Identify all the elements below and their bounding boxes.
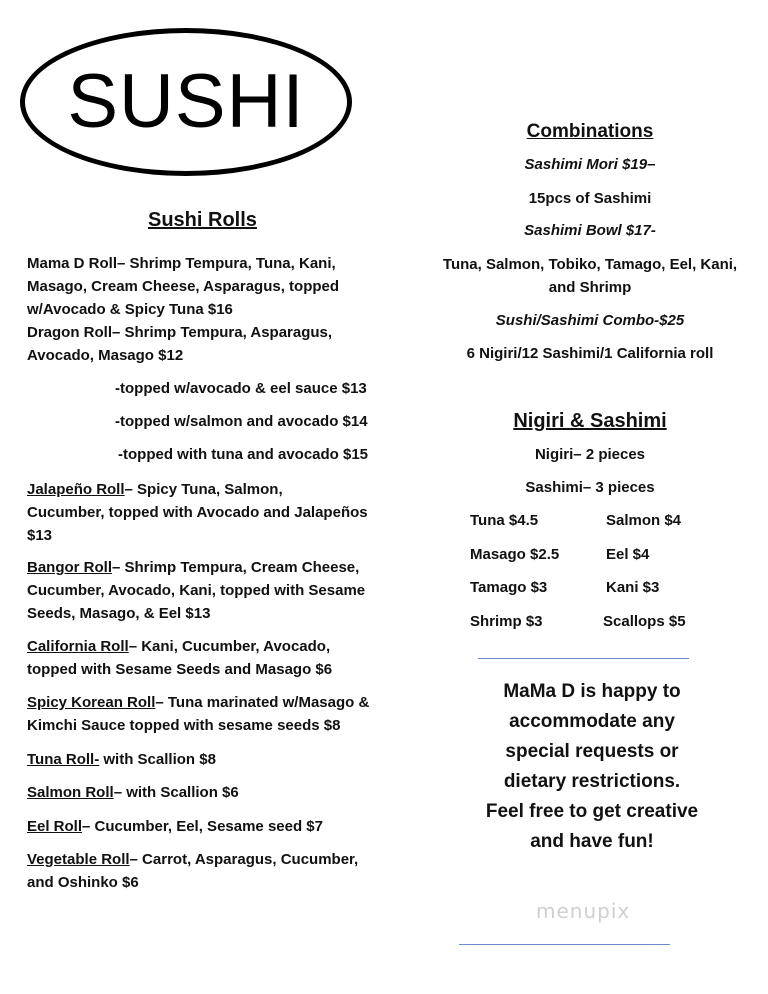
- combinations-heading: Combinations: [526, 121, 654, 142]
- nigiri-pieces: Nigiri– 2 pieces: [534, 446, 646, 463]
- nigiri-item-salmon: Salmon $4: [606, 512, 682, 529]
- dragon-option-1: -topped w/avocado & eel sauce $13: [115, 380, 367, 397]
- tuna-roll-name: Tuna Roll-: [27, 751, 100, 768]
- mama-d-roll-desc-1: – Shrimp Tempura, Tuna, Kani,: [117, 255, 336, 272]
- message-line-5: Feel free to get creative: [485, 801, 699, 822]
- message-line-6: and have fun!: [530, 831, 654, 852]
- message-line-1: MaMa D is happy to: [503, 681, 681, 702]
- spicy-korean-roll-name: Spicy Korean Roll: [27, 694, 156, 711]
- combo-sashimi-bowl-desc-1: Tuna, Salmon, Tobiko, Tamago, Eel, Kani,: [442, 256, 738, 273]
- california-roll-desc-1: – Kani, Cucumber, Avocado,: [128, 638, 331, 655]
- nigiri-item-eel: Eel $4: [606, 546, 650, 563]
- jalapeno-roll-desc-1: – Spicy Tuna, Salmon,: [124, 481, 283, 498]
- nigiri-item-shrimp: Shrimp $3: [470, 613, 543, 630]
- jalapeno-roll: [27, 478, 397, 547]
- mama-d-roll: [27, 252, 387, 367]
- salmon-roll-desc: – with Scallion $6: [113, 784, 239, 801]
- dragon-option-2: -topped w/salmon and avocado $14: [115, 413, 368, 430]
- vegetable-roll: [27, 848, 397, 894]
- accommodation-message: [440, 677, 744, 857]
- dragon-roll-name: Dragon Roll: [27, 324, 112, 341]
- spicy-korean-roll-desc-1: – Tuna marinated w/Masago &: [155, 694, 370, 711]
- sushi-rolls-heading: Sushi Rolls: [148, 209, 257, 231]
- jalapeno-roll-name: Jalapeño Roll: [27, 481, 125, 498]
- bangor-roll-desc-2: Cucumber, Avocado, Kani, topped with Sesame: [27, 582, 366, 599]
- california-roll-desc-2: topped with Sesame Seeds and Masago $6: [27, 661, 333, 678]
- nigiri-item-kani: Kani $3: [606, 579, 660, 596]
- nigiri-item-tamago: Tamago $3: [470, 579, 548, 596]
- message-line-2: accommodate any: [509, 711, 675, 732]
- sushi-logo-text: SUSHI: [67, 59, 305, 144]
- salmon-roll-name: Salmon Roll: [27, 784, 114, 801]
- mama-d-roll-desc-3: w/Avocado & Spicy Tuna $16: [27, 301, 233, 318]
- dragon-roll-desc-1: – Shrimp Tempura, Asparagus,: [112, 324, 333, 341]
- combo-sashimi-bowl-desc-2: and Shrimp: [548, 279, 632, 296]
- message-line-3: special requests or: [505, 741, 679, 762]
- menupix-watermark: menupix: [536, 899, 631, 923]
- nigiri-item-scallops: Scallops $5: [603, 613, 686, 630]
- vegetable-roll-desc-1: – Carrot, Asparagus, Cucumber,: [129, 851, 359, 868]
- salmon-roll: [27, 781, 239, 804]
- nigiri-item-masago: Masago $2.5: [470, 546, 560, 563]
- combo-sushi-sashimi-desc: 6 Nigiri/12 Sashimi/1 California roll: [466, 345, 714, 362]
- nigiri-item-tuna: Tuna $4.5: [470, 512, 539, 529]
- california-roll-name: California Roll: [27, 638, 129, 655]
- bangor-roll-desc-3: Seeds, Masago, & Eel $13: [27, 605, 211, 622]
- mama-d-roll-desc-2: Masago, Cream Cheese, Asparagus, topped: [27, 278, 340, 295]
- bangor-roll: [27, 556, 397, 625]
- california-roll: [27, 635, 397, 681]
- jalapeno-roll-desc-3: $13: [27, 527, 53, 544]
- combo-sushi-sashimi: Sushi/Sashimi Combo-$25: [495, 312, 685, 329]
- mama-d-roll-name: Mama D Roll: [27, 255, 118, 272]
- nigiri-sashimi-heading: Nigiri & Sashimi: [513, 410, 667, 432]
- dragon-option-3: -topped with tuna and avocado $15: [118, 446, 369, 463]
- dragon-roll-desc-2: Avocado, Masago $12: [27, 347, 184, 364]
- vegetable-roll-name: Vegetable Roll: [27, 851, 130, 868]
- jalapeno-roll-desc-2: Cucumber, topped with Avocado and Jalapeños: [27, 504, 368, 521]
- eel-roll-desc: – Cucumber, Eel, Sesame seed $7: [82, 818, 323, 835]
- tuna-roll-desc: with Scallion $8: [99, 751, 216, 768]
- divider-bottom: [459, 944, 670, 945]
- message-line-4: dietary restrictions.: [503, 771, 681, 792]
- bangor-roll-desc-1: – Shrimp Tempura, Cream Cheese,: [112, 559, 360, 576]
- combo-sashimi-mori: Sashimi Mori $19–: [524, 156, 656, 173]
- spicy-korean-roll: [27, 691, 397, 737]
- vegetable-roll-desc-2: and Oshinko $6: [27, 874, 139, 891]
- sashimi-pieces: Sashimi– 3 pieces: [525, 479, 655, 496]
- tuna-roll: [27, 748, 216, 771]
- eel-roll: [27, 815, 323, 838]
- eel-roll-name: Eel Roll: [27, 818, 83, 835]
- divider-top: [478, 658, 689, 659]
- spicy-korean-roll-desc-2: Kimchi Sauce topped with sesame seeds $8: [27, 717, 341, 734]
- combo-sashimi-bowl: Sashimi Bowl $17-: [524, 222, 656, 239]
- combo-sashimi-mori-desc: 15pcs of Sashimi: [528, 190, 652, 207]
- bangor-roll-name: Bangor Roll: [27, 559, 112, 576]
